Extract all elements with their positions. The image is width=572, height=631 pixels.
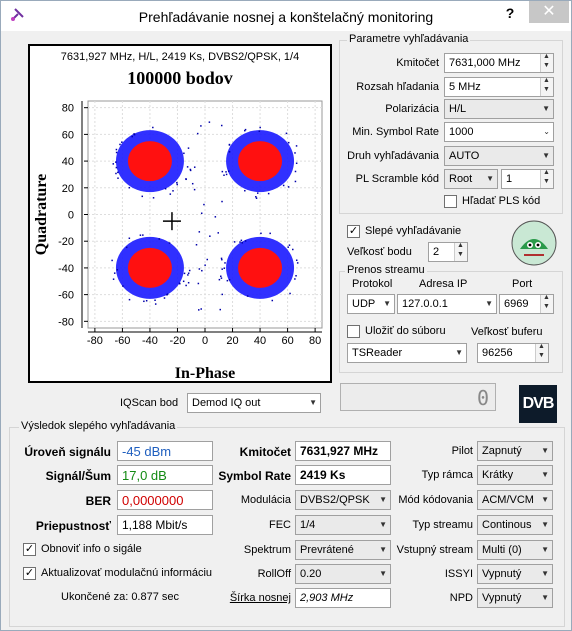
scatter-point [289,293,291,295]
bandwidth-label: Šírka nosnej [229,592,291,604]
scatter-point [272,300,274,302]
protocol-select[interactable]: UDP ▼ [347,294,395,314]
scatter-point [117,172,119,174]
title-bar [1,1,571,31]
scatter-point [288,186,290,188]
input-stream-label: Vstupný stream [396,544,473,556]
scatter-point [197,133,199,135]
scatter-point [244,190,246,192]
y-tick-label: 40 [61,156,74,169]
scatter-point [283,185,285,187]
update-modulation-label: Aktualizovať modulačnú informáciu [41,567,213,579]
scatter-point [296,163,298,165]
refresh-info-label: Obnoviť info o sigále [41,543,142,555]
scatter-point [200,125,202,127]
buffer-size-label: Veľkosť buferu [471,326,543,338]
chevron-down-icon: ▼ [541,446,549,455]
range-label: Rozsah hľadania [356,81,439,93]
scatter-point [221,268,223,270]
scatter-point [204,264,206,266]
scatter-point [295,171,297,173]
scatter-point [221,277,223,279]
scatter-point [140,234,142,236]
scatter-point [221,201,223,203]
scatter-point [111,260,113,262]
scatter-point [226,174,228,176]
scatter-point [222,171,224,173]
port-header: Port [512,278,533,290]
scatter-point [225,171,227,173]
bandwidth-value: 2,903 MHz [295,588,391,608]
pilot-label: Pilot [451,445,473,457]
blind-search-label: Slepé vyhľadávanie [365,225,462,237]
scatter-point [296,145,298,147]
scatter-point [142,196,144,198]
scatter-point [196,244,198,246]
help-button[interactable]: ? [505,5,515,21]
pls-mode-select[interactable]: Root ▼ [444,169,498,189]
scatter-point [164,297,166,299]
y-tick-label: -40 [58,262,74,275]
chevron-down-icon: ⌄ [543,127,550,136]
throughput-value: 1,188 Mbit/s [117,515,213,535]
constellation-svg [30,46,330,381]
y-tick-label: 80 [61,102,74,115]
coding-mode-select[interactable]: ACM/VCM ▼ [477,490,553,510]
result-sr-label: Symbol Rate [218,469,291,483]
scatter-point [188,272,190,274]
scatter-point [187,274,189,276]
scatter-point [183,281,185,283]
search-params-title: Parametre vyhľadávania [349,33,469,45]
scatter-point [286,133,288,135]
chevron-down-icon: ▼ [379,545,387,554]
scatter-point [257,192,259,194]
point-size-spinner[interactable] [454,243,467,261]
y-tick-label: -80 [58,316,74,329]
range-input[interactable]: 5 MHz ▲ ▼ [444,77,554,97]
scatter-point [170,193,172,195]
scatter-point [239,241,241,243]
scatter-point [221,125,223,127]
scatter-point [201,270,203,272]
blind-search-checkbox[interactable]: ✓ [348,225,359,237]
cluster-core [238,248,282,288]
scatter-point [172,190,174,192]
protocol-header: Protokol [352,278,393,290]
scatter-point [154,299,156,301]
spectrum-label: Spektrum [243,544,291,556]
min-symbol-rate-select[interactable]: 1000 ⌄ [444,122,554,142]
pls-code-spinner[interactable] [540,170,553,188]
scatter-point [185,285,187,287]
scatter-point [190,170,192,172]
scatter-point [117,177,119,179]
update-modulation-checkbox[interactable]: ✓ [24,567,35,579]
scatter-point [116,149,118,151]
plot-title: 100000 bodov [127,68,233,88]
chevron-down-icon: ▼ [379,495,387,504]
x-tick-label: 40 [253,335,267,347]
scatter-point [219,279,221,281]
scatter-point [121,141,123,143]
signal-level-value: -45 dBm [117,441,213,461]
modulation-select[interactable]: DVBS2/QPSK ▼ [295,490,391,510]
chevron-down-icon: ▼ [485,299,493,308]
scatter-point [217,232,219,234]
point-size-input[interactable]: 2 ▲ ▼ [428,242,468,262]
snr-label: Signál/Šum [45,469,111,483]
rolloff-label: RollOff [257,568,291,580]
pilot-select[interactable]: Zapnutý ▼ [477,441,553,461]
scatter-point [296,259,298,261]
point-size-label: Veľkosť bodu [347,246,412,258]
scatter-point [220,276,222,278]
scatter-point [122,285,124,287]
scatter-point [259,127,261,129]
scatter-point [185,179,187,181]
input-stream-select[interactable]: Multi (0) ▼ [477,540,553,560]
x-axis-label: In-Phase [174,365,236,381]
x-tick-label: 60 [281,335,294,347]
scatter-point [229,144,231,146]
save-to-file-checkbox[interactable] [347,325,360,338]
scatter-point [203,204,205,206]
scatter-point [114,272,116,274]
scatter-point [189,270,191,272]
y-tick-label: 60 [61,129,74,142]
scatter-point [245,240,247,242]
chevron-down-icon: ▼ [541,545,549,554]
lcd-counter: 0 [340,383,496,411]
scatter-point [228,170,230,172]
npd-label: NPD [449,592,473,604]
chevron-down-icon: ▼ [379,520,387,529]
stream-type-label: Typ streamu [412,519,473,531]
scatter-point [187,166,189,168]
x-tick-label: 20 [226,335,239,347]
range-spinner[interactable] [540,78,553,96]
scatter-point [129,299,131,301]
scatter-point [207,259,209,261]
cluster-core [128,141,172,181]
dvb-logo: DVB [519,385,557,423]
scatter-point [199,231,201,233]
save-target-select[interactable]: TSReader ▼ [347,343,467,363]
save-to-file-label: Uložiť do súboru [365,325,446,337]
scatter-point [169,242,171,244]
scatter-point [221,258,223,260]
scatter-point [255,196,257,198]
scatter-point [116,167,118,169]
scatter-point [194,189,196,191]
chevron-down-icon: ▼ [541,569,549,578]
result-sr-value: 2419 Ks [295,465,391,485]
freq-spinner[interactable] [540,54,553,72]
scatter-point [229,279,231,281]
chevron-down-icon: ▼ [541,520,549,529]
scatter-point [268,193,270,195]
fec-label: FEC [269,519,291,531]
scatter-point [297,262,299,264]
scatter-point [269,233,271,235]
scatter-point [219,309,221,311]
port-spinner[interactable] [540,295,553,313]
scatter-point [183,153,185,155]
scatter-point [143,301,145,303]
scatter-point [209,121,211,123]
chevron-down-icon: ▼ [542,104,550,113]
frame-type-label: Typ rámca [421,469,473,481]
scatter-point [176,182,178,184]
y-tick-label: -60 [58,289,74,302]
result-freq-label: Kmitočet [239,445,291,459]
scatter-point [184,273,186,275]
scatter-point [117,269,119,271]
scatter-point [153,197,155,199]
scatter-point [209,235,211,237]
scatter-point [288,142,290,144]
scatter-point [159,238,161,240]
cluster-core [238,141,282,181]
ber-label: BER [85,494,111,508]
scatter-point [155,303,157,305]
x-tick-label: -40 [141,335,158,347]
plot-header: 7631,927 MHz, H/L, 2419 Ks, DVBS2/QPSK, 1/4 [60,51,300,63]
scatter-point [131,136,133,138]
search-type-label: Druh vyhľadávania [347,150,439,162]
scatter-point [126,247,128,249]
npd-select[interactable]: Vypnutý ▼ [477,588,553,608]
cluster-core [128,248,172,288]
scatter-point [192,183,194,185]
scatter-point [289,244,291,246]
scatter-point [295,275,297,277]
scatter-point [115,161,117,163]
scatter-point [167,293,169,295]
freq-label: Kmitočet [396,57,439,69]
chevron-down-icon: ▼ [541,495,549,504]
scatter-point [179,283,181,285]
scatter-point [229,151,231,153]
scatter-point [194,166,196,168]
modulation-label: Modulácia [240,494,291,506]
coding-mode-label: Mód kódovania [398,494,473,506]
chevron-down-icon: ▼ [542,151,550,160]
scatter-point [133,133,135,135]
scatter-point [294,152,296,154]
scatter-point [242,242,244,244]
y-axis-label: Quadrature [33,173,50,256]
scatter-point [224,262,226,264]
ber-value: 0,0000000 [117,490,213,510]
spectrum-select[interactable]: Prevrátené ▼ [295,540,391,560]
ip-header: Adresa IP [419,278,468,290]
issyi-select[interactable]: Vypnutý ▼ [477,564,553,584]
scatter-point [200,308,202,310]
rolloff-select[interactable]: 0.20 ▼ [295,564,391,584]
scatter-point [234,241,236,243]
buffer-spinner[interactable] [535,344,548,362]
scatter-point [223,174,225,176]
chevron-down-icon: ▼ [486,174,494,183]
robot-logo [510,219,558,267]
signal-level-label: Úroveň signálu [24,445,111,459]
chevron-down-icon: ▼ [379,569,387,578]
scatter-point [292,249,294,251]
scatter-point [241,240,243,242]
refresh-info-checkbox[interactable]: ✓ [24,543,35,555]
chevron-down-icon: ▼ [541,470,549,479]
window-title: Prehľadávanie nosnej a konštelačný monitoring [138,9,434,25]
scatter-point [188,147,190,149]
scatter-point [116,152,118,154]
ip-select[interactable]: 127.0.0.1 ▼ [397,294,497,314]
scatter-point [176,184,178,186]
scatter-point [259,130,261,132]
x-tick-label: -60 [114,335,131,347]
chevron-down-icon: ▼ [383,299,391,308]
scatter-point [221,259,223,261]
frame-type-select[interactable]: Krátky ▼ [477,465,553,485]
search-type-select[interactable]: AUTO ▼ [444,146,554,166]
pls-search-checkbox[interactable] [444,195,457,208]
constellation-plot [28,44,332,383]
scatter-point [294,278,296,280]
scatter-point [113,163,115,165]
y-tick-label: -20 [58,236,74,249]
buffer-size-input[interactable]: 96256 ▲ ▼ [477,343,549,363]
x-tick-label: -80 [86,335,103,347]
polarization-label: Polarizácia [385,103,439,115]
x-tick-label: 80 [308,335,322,347]
result-group-title: Výsledok slepého vyhľadávania [21,420,176,432]
iqscan-label: IQScan bod [120,397,179,409]
scatter-point [129,238,131,240]
x-tick-label: 0 [201,335,209,347]
x-tick-label: -20 [169,335,186,347]
scatter-point [201,213,203,215]
stream-group-title: Prenos streamu [347,264,425,276]
scatter-point [165,188,167,190]
close-button[interactable]: ✕ [529,1,569,23]
scatter-point [247,295,249,297]
scatter-point [215,216,217,218]
pls-code-input[interactable]: 1 ▲ ▼ [501,169,554,189]
scatter-point [256,197,258,199]
scatter-point [129,187,131,189]
scatter-point [295,181,297,183]
freq-input[interactable]: 7631,000 MHz ▲ ▼ [444,53,554,73]
y-tick-label: 20 [61,182,74,195]
chevron-down-icon: ▼ [541,593,549,602]
finished-label: Ukončené za: 0.877 sec [61,591,180,603]
y-tick-label: 0 [67,209,74,222]
chevron-down-icon: ▼ [455,348,463,357]
pls-label: PL Scramble kód [355,173,439,185]
scatter-point [222,294,224,296]
scatter-point [227,280,229,282]
issyi-label: ISSYI [444,568,473,580]
scatter-point [260,233,262,235]
scatter-point [113,278,115,280]
min-symbol-rate-label: Min. Symbol Rate [352,126,439,138]
scatter-point [287,246,289,248]
scatter-point [119,144,121,146]
snr-value: 17,0 dB [117,465,213,485]
scatter-point [198,283,200,285]
result-freq-value: 7631,927 MHz [295,441,391,461]
scatter-point [142,234,144,236]
scatter-point [199,268,201,270]
pls-search-label: Hľadať PLS kód [462,195,541,207]
scatter-point [245,129,247,131]
scatter-point [224,267,226,269]
scatter-point [152,127,154,129]
throughput-label: Priepustnosť [35,519,111,533]
scatter-point [188,282,190,284]
scatter-point [115,173,117,175]
port-input[interactable]: 6969 ▲ ▼ [499,294,554,314]
chevron-down-icon: ▼ [309,398,317,407]
stream-type-select[interactable]: Continous ▼ [477,515,553,535]
polarization-select[interactable]: H/L ▼ [444,99,554,119]
scatter-point [198,309,200,311]
fec-select[interactable]: 1/4 ▼ [295,515,391,535]
scatter-point [146,300,148,302]
iqscan-select[interactable]: Demod IQ out ▼ [187,393,321,413]
